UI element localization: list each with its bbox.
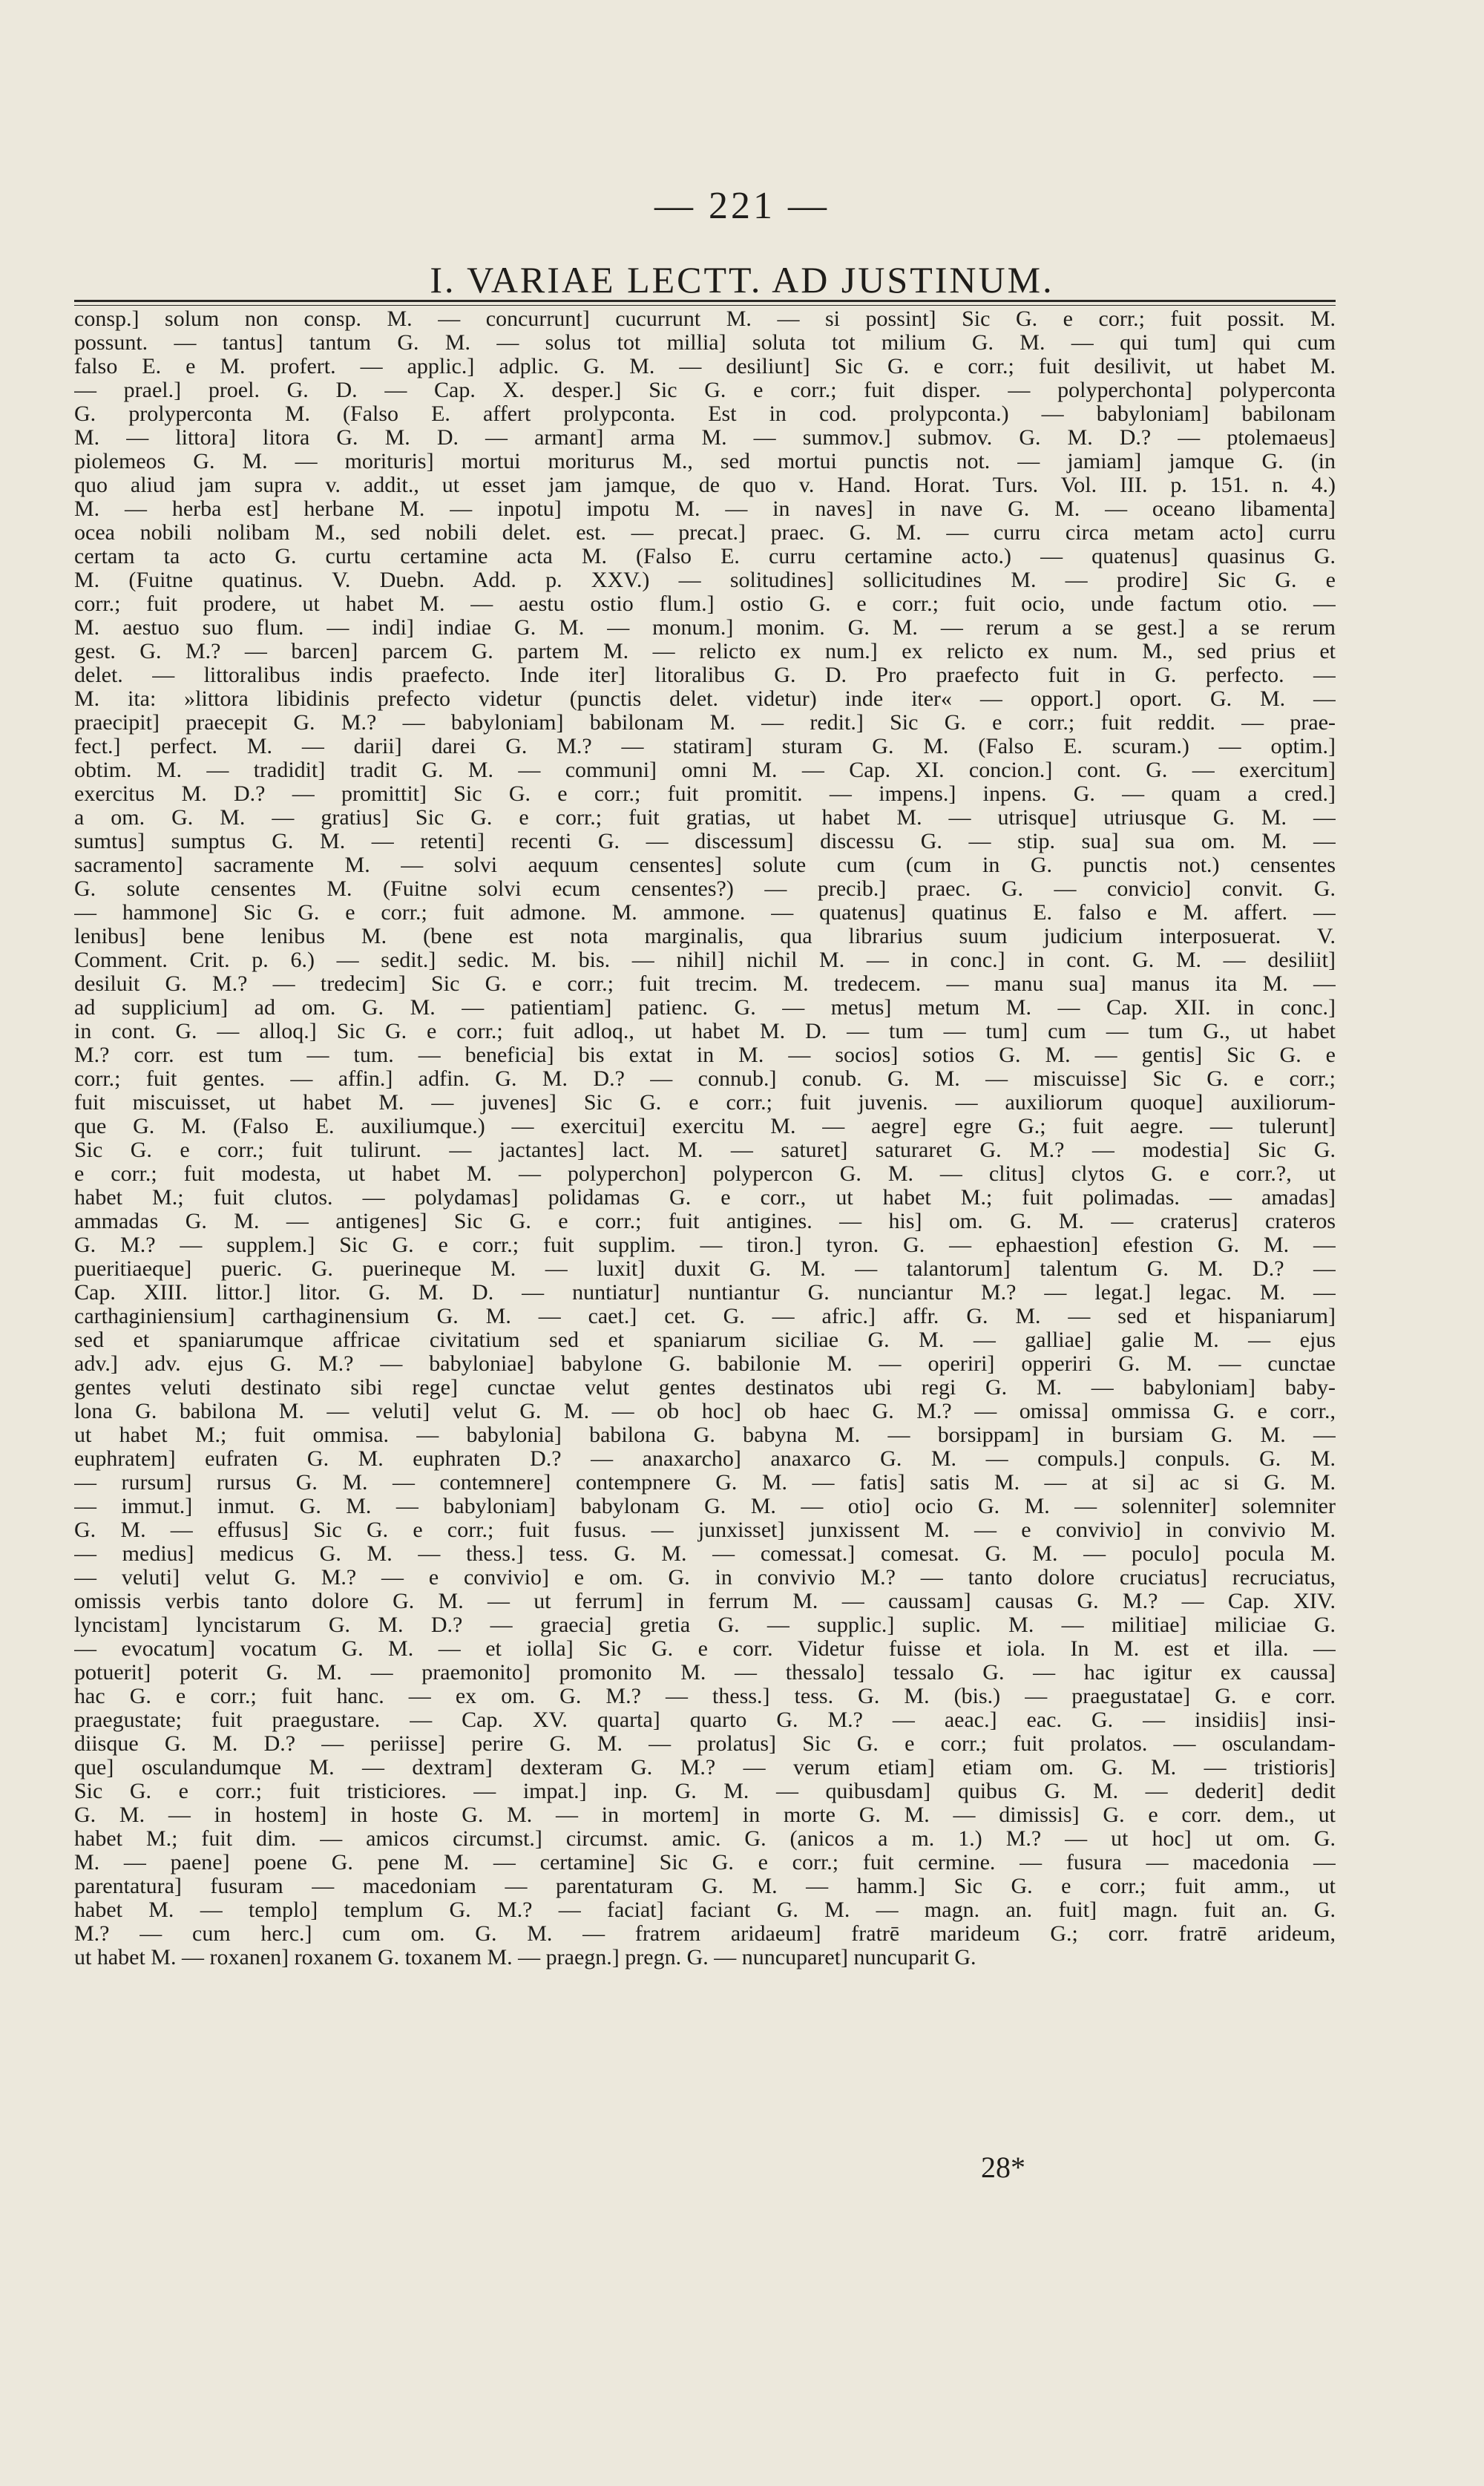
text-line: Cap. XIII. littor.] litor. G. M. D. — nuntiatur] nuntiantur G. nunciantur M.? — legat.] legac. M. —	[74, 1281, 1336, 1305]
text-line: M.? — cum herc.] cum om. G. M. — fratrem aridaeum] fratrē marideum G.; corr. fratrē arideum,	[74, 1922, 1336, 1946]
text-line: G. M. — effusus] Sic G. e corr.; fuit fusus. — junxisset] junxissent M. — e convivio] in convivio M.	[74, 1518, 1336, 1542]
text-line: G. prolyperconta M. (Falso E. affert prolypconta. Est in cod. prolypconta.) — babyloniam] babilonam	[74, 402, 1336, 426]
text-line: in cont. G. — alloq.] Sic G. e corr.; fuit adloq., ut habet M. D. — tum — tum] cum — tum G., ut habet	[74, 1020, 1336, 1043]
text-line: M. (Fuitne quatinus. V. Duebn. Add. p. XXV.) — solitudines] sollicitudines M. — prodire] Sic G. e	[74, 568, 1336, 592]
text-line: — hammone] Sic G. e corr.; fuit admone. M. ammone. — quatenus] quatinus E. falso e M. affert. —	[74, 901, 1336, 925]
text-line: praecipit] praecepit G. M.? — babyloniam] babilonam M. — redit.] Sic G. e corr.; fuit reddit. — prae-	[74, 711, 1336, 735]
text-line: ad supplicium] ad om. G. M. — patientiam] patienc. G. — metus] metum M. — Cap. XII. in conc.]	[74, 996, 1336, 1020]
text-line: que G. M. (Falso E. auxiliumque.) — exercitui] exercitu M. — aegre] egre G.; fuit aegre. — tulerunt]	[74, 1115, 1336, 1138]
text-line: gest. G. M.? — barcen] parcem G. partem M. — relicto ex num.] ex relicto ex num. M., sed prius et	[74, 640, 1336, 663]
text-line: possunt. — tantus] tantum G. M. — solus tot millia] soluta tot milium G. M. — qui tum] qui cum	[74, 331, 1336, 355]
text-line: e corr.; fuit modesta, ut habet M. — polyperchon] polypercon G. M. — clitus] clytos G. e corr.?, ut	[74, 1162, 1336, 1186]
text-line: exercitus M. D.? — promittit] Sic G. e corr.; fuit promitit. — impens.] inpens. G. — quam a cred.]	[74, 782, 1336, 806]
text-line: euphratem] eufraten G. M. euphraten D.? — anaxarcho] anaxarco G. M. — compuls.] conpuls. G. M.	[74, 1447, 1336, 1471]
text-line: M. aestuo suo flum. — indi] indiae G. M. — monum.] monim. G. M. — rerum a se gest.] a se rerum	[74, 616, 1336, 640]
text-line: a om. G. M. — gratius] Sic G. e corr.; fuit gratias, ut habet M. — utrisque] utriusque G. M. —	[74, 806, 1336, 830]
text-line: — rursum] rursus G. M. — contemnere] contempnere G. M. — fatis] satis M. — at si] ac si G. M.	[74, 1471, 1336, 1495]
running-head: I. VARIAE LECTT. AD JUSTINUM.	[430, 259, 1054, 301]
text-line: G. M.? — supplem.] Sic G. e corr.; fuit supplim. — tiron.] tyron. G. — ephaestion] efestion G. M. —	[74, 1233, 1336, 1257]
text-line: ammadas G. M. — antigenes] Sic G. e corr.; fuit antigines. — his] om. G. M. — craterus] crateros	[74, 1210, 1336, 1233]
text-line: — prael.] proel. G. D. — Cap. X. desper.] Sic G. e corr.; fuit disper. — polyperchonta] polyperconta	[74, 378, 1336, 402]
text-line: piolemeos G. M. — morituris] mortui moriturus M., sed mortui punctis not. — jamiam] jamque G. (in	[74, 450, 1336, 473]
text-line: carthaginiensium] carthaginensium G. M. — caet.] cet. G. — afric.] affr. G. M. — sed et hispaniarum]	[74, 1305, 1336, 1328]
signature-mark: 28*	[981, 2151, 1025, 2184]
text-line: — medius] medicus G. M. — thess.] tess. G. M. — comessat.] comesat. G. M. — poculo] pocula M.	[74, 1542, 1336, 1566]
text-line: omissis verbis tanto dolore G. M. — ut ferrum] in ferrum M. — caussam] causas G. M.? — Cap. XIV.	[74, 1590, 1336, 1613]
text-line: gentes veluti destinato sibi rege] cunctae velut gentes destinatos ubi regi G. M. — babyloniam] baby-	[74, 1376, 1336, 1400]
page-number: — 221 —	[654, 185, 830, 227]
text-line: lona G. babilona M. — veluti] velut G. M. — ob hoc] ob haec G. M.? — omissa] ommissa G. e corr.,	[74, 1400, 1336, 1423]
header-rule-thin	[74, 305, 1336, 306]
text-line: ut habet M. — roxanen] roxanem G. toxanem M. — praegn.] pregn. G. — nuncuparet] nuncuparit G.	[74, 1946, 976, 1970]
text-line: que] osculandumque M. — dextram] dexteram G. M.? — verum etiam] etiam om. G. M. — tristioris]	[74, 1756, 1336, 1780]
text-line: sed et spaniarumque affricae civitatium sed et spaniarum siciliae G. M. — galliae] galie M. — ejus	[74, 1328, 1336, 1352]
text-line: sacramento] sacramente M. — solvi aequum censentes] solute cum (cum in G. punctis not.) censentes	[74, 853, 1336, 877]
text-line: corr.; fuit gentes. — affin.] adfin. G. M. D.? — connub.] conub. G. M. — miscuisse] Sic G. e corr.;	[74, 1067, 1336, 1091]
text-line: corr.; fuit prodere, ut habet M. — aestu ostio flum.] ostio G. e corr.; fuit ocio, unde factum otio. —	[74, 592, 1336, 616]
text-line: Sic G. e corr.; fuit tristiciores. — impat.] inp. G. M. — quibusdam] quibus G. M. — dederit] dedit	[74, 1780, 1336, 1803]
text-line: Sic G. e corr.; fuit tulirunt. — jactantes] lact. M. — saturet] saturaret G. M.? — modestia] Sic G.	[74, 1138, 1336, 1162]
text-line: diisque G. M. D.? — periisse] perire G. M. — prolatus] Sic G. e corr.; fuit prolatos. — osculandam-	[74, 1732, 1336, 1756]
text-line: desiluit G. M.? — tredecim] Sic G. e corr.; fuit trecim. M. tredecem. — manu sua] manus ita M. —	[74, 972, 1336, 996]
text-line: M. — littora] litora G. M. D. — armant] arma M. — summov.] submov. G. M. D.? — ptolemaeus]	[74, 426, 1336, 450]
text-line: lenibus] bene lenibus M. (bene est nota marginalis, qua librarius suum judicium interposuerat. V.	[74, 925, 1336, 948]
text-line: certam ta acto G. curtu certamine acta M. (Falso E. curru certamine acto.) — quatenus] quasinus G.	[74, 545, 1336, 568]
header-rule	[74, 300, 1336, 302]
text-line: obtim. M. — tradidit] tradit G. M. — communi] omni M. — Cap. XI. concion.] cont. G. — exercitum]	[74, 758, 1336, 782]
text-line: G. M. — in hostem] in hoste G. M. — in mortem] in morte G. M. — dimissis] G. e corr. dem., ut	[74, 1803, 1336, 1827]
text-line: habet M.; fuit dim. — amicos circumst.] circumst. amic. G. (anicos a m. 1.) M.? — ut hoc] ut om. G.	[74, 1827, 1336, 1851]
text-line: habet M. — templo] templum G. M.? — faciat] faciant G. M. — magn. an. fuit] magn. fuit an. G.	[74, 1898, 1336, 1922]
text-line: consp.] solum non consp. M. — concurrunt] cucurrunt M. — si possint] Sic G. e corr.; fuit possit. M.	[74, 307, 1336, 331]
text-line: praegustate; fuit praegustare. — Cap. XV. quarta] quarto G. M.? — aeac.] eac. G. — insidiis] insi-	[74, 1708, 1336, 1732]
apparatus-text	[74, 307, 1336, 1970]
text-line: adv.] adv. ejus G. M.? — babyloniae] babylone G. babilonie M. — operiri] opperiri G. M. — cunctae	[74, 1352, 1336, 1376]
text-line: G. solute censentes M. (Fuitne solvi ecum censentes?) — precib.] praec. G. — convicio] convit. G.	[74, 877, 1336, 901]
text-line: sumtus] sumptus G. M. — retenti] recenti G. — discessum] discessu G. — stip. sua] sua om. M. —	[74, 830, 1336, 853]
text-line: falso E. e M. profert. — applic.] adplic. G. M. — desiliunt] Sic G. e corr.; fuit desilivit, ut habet M.	[74, 355, 1336, 378]
text-line: fuit miscuisset, ut habet M. — juvenes] Sic G. e corr.; fuit juvenis. — auxiliorum quoque] auxiliorum-	[74, 1091, 1336, 1115]
text-line: — immut.] inmut. G. M. — babyloniam] babylonam G. M. — otio] ocio G. M. — solenniter] solemniter	[74, 1495, 1336, 1518]
text-line: parentatura] fusuram — macedoniam — parentaturam G. M. — hamm.] Sic G. e corr.; fuit amm., ut	[74, 1875, 1336, 1898]
text-line: lyncistam] lyncistarum G. M. D.? — graecia] gretia G. — supplic.] suplic. M. — militiae] miliciae G.	[74, 1613, 1336, 1637]
text-line: M. — paene] poene G. pene M. — certamine] Sic G. e corr.; fuit cermine. — fusura — macedonia —	[74, 1851, 1336, 1875]
text-line: fect.] perfect. M. — darii] darei G. M.? — statiram] sturam G. M. (Falso E. scuram.) — optim.]	[74, 735, 1336, 758]
text-line: pueritiaeque] pueric. G. puerineque M. — luxit] duxit G. M. — talantorum] talentum G. M. D.? —	[74, 1257, 1336, 1281]
text-line: potuerit] poterit G. M. — praemonito] promonito M. — thessalo] tessalo G. — hac igitur ex caussa]	[74, 1661, 1336, 1685]
text-line: M.? corr. est tum — tum. — beneficia] bis extat in M. — socios] sotios G. M. — gentis] Sic G. e	[74, 1043, 1336, 1067]
text-line: habet M.; fuit clutos. — polydamas] polidamas G. e corr., ut habet M.; fuit polimadas. — amadas]	[74, 1186, 1336, 1210]
text-line: M. — herba est] herbane M. — inpotu] impotu M. — in naves] in nave G. M. — oceano libamenta]	[74, 497, 1336, 521]
text-line: — evocatum] vocatum G. M. — et iolla] Sic G. e corr. Videtur fuisse et iola. In M. est et illa. —	[74, 1637, 1336, 1661]
text-line: — veluti] velut G. M.? — e convivio] e om. G. in convivio M.? — tanto dolore cruciatus] recruciatus,	[74, 1566, 1336, 1590]
text-line: Comment. Crit. p. 6.) — sedit.] sedic. M. bis. — nihil] nichil M. — in conc.] in cont. G. M. — desiliit]	[74, 948, 1336, 972]
text-line: delet. — littoralibus indis praefecto. Inde iter] litoralibus G. D. Pro praefecto fuit in G. perfecto. —	[74, 663, 1336, 687]
text-line: ut habet M.; fuit ommisa. — babylonia] babilona G. babyna M. — borsippam] in bursiam G. M. —	[74, 1423, 1336, 1447]
text-line: M. ita: »littora libidinis prefecto videtur (punctis delet. videtur) inde iter« — opport.] oport. G. M. —	[74, 687, 1336, 711]
text-line: quo aliud jam supra v. addit., ut esset jam jamque, de quo v. Hand. Horat. Turs. Vol. III. p. 151. n. 4.)	[74, 473, 1336, 497]
text-line: ocea nobili nolibam M., sed nobili delet. est. — precat.] praec. G. M. — curru circa metam acto] curru	[74, 521, 1336, 545]
text-line: hac G. e corr.; fuit hanc. — ex om. G. M.? — thess.] tess. G. M. (bis.) — praegustatae] G. e corr.	[74, 1685, 1336, 1708]
